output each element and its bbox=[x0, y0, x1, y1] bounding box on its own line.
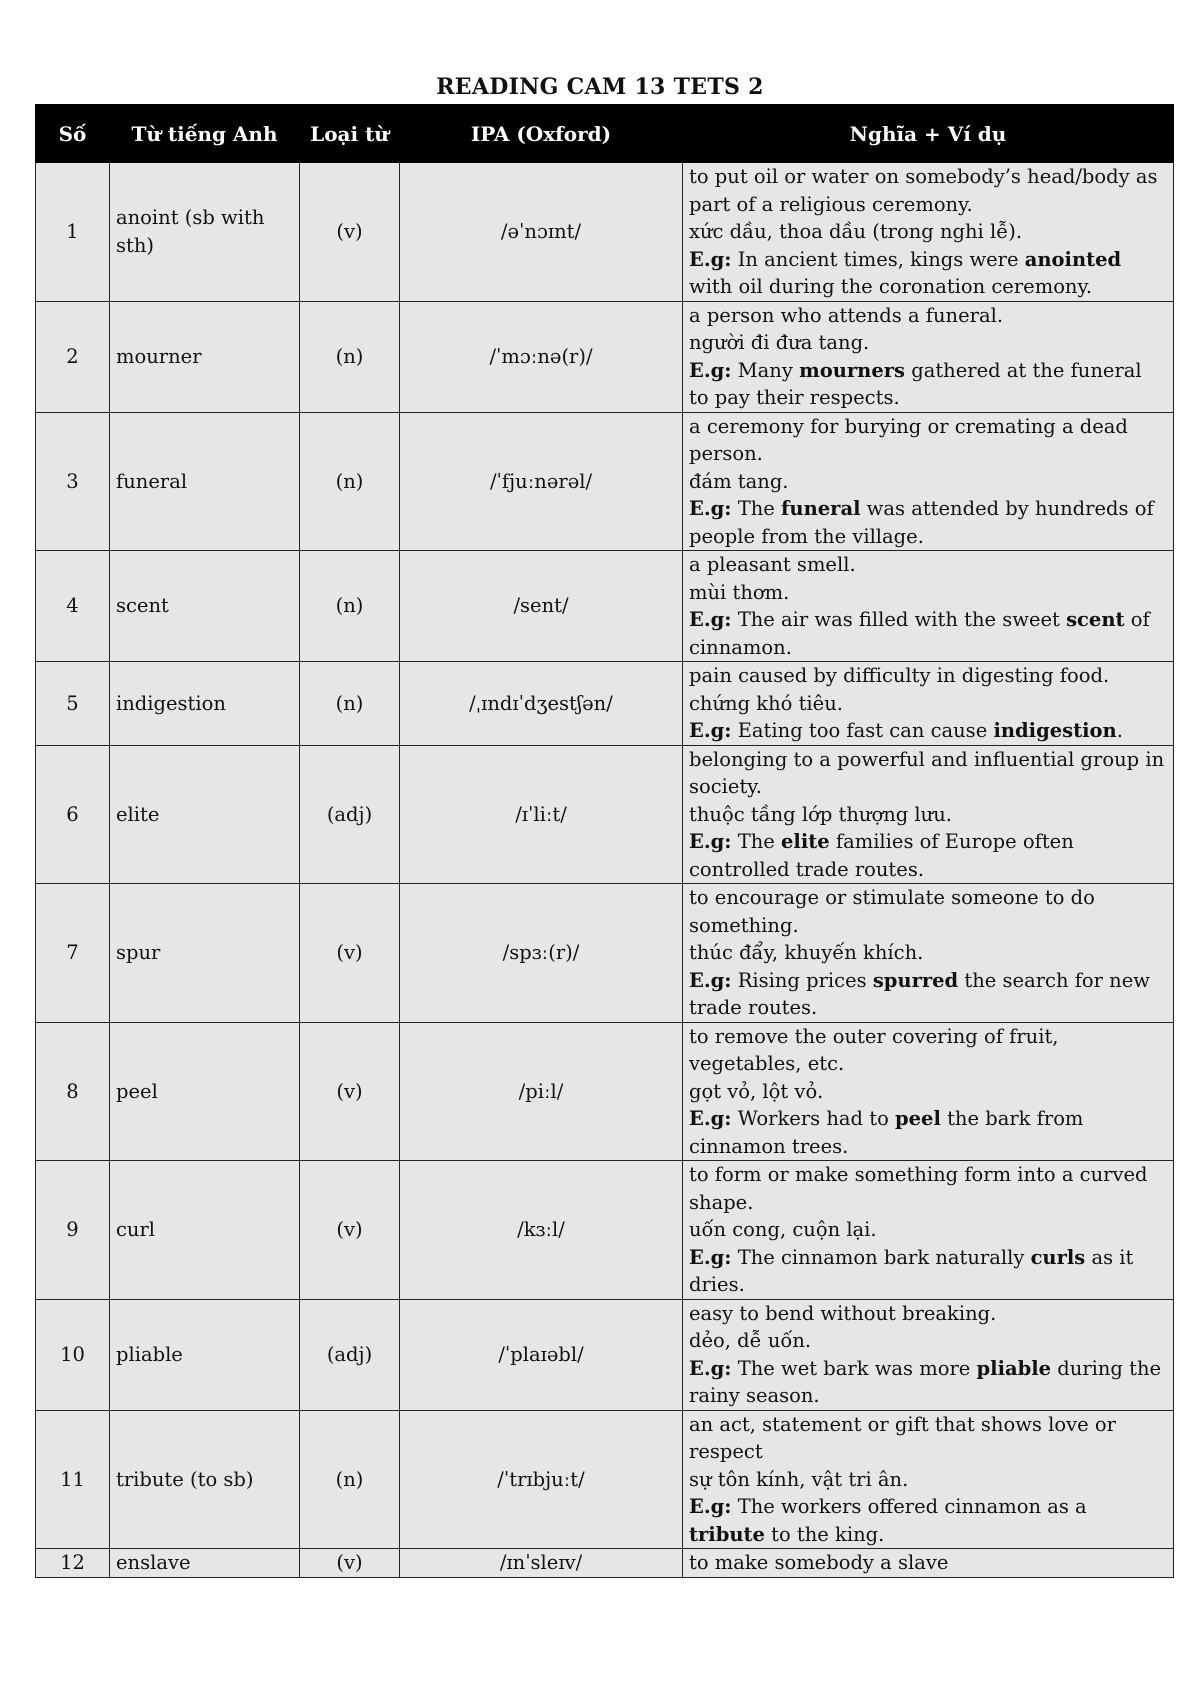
example-text-after: gathered at the funeral to pay their respects. bbox=[689, 358, 1142, 409]
meaning-cell bbox=[683, 163, 1174, 302]
meaning-cell bbox=[683, 1549, 1174, 1578]
english-word: scent bbox=[110, 551, 300, 662]
english-definition: to put oil or water on somebody’s head/body as part of a religious ceremony. bbox=[689, 165, 1158, 216]
example-keyword: scent bbox=[1066, 608, 1125, 631]
header-part-of-speech: Loại từ bbox=[300, 105, 400, 163]
row-number: 5 bbox=[36, 662, 110, 746]
example-text-before: The wet bark was more bbox=[731, 1356, 977, 1380]
english-definition: to form or make something form into a curved shape. bbox=[689, 1163, 1148, 1214]
header-english-word: Từ tiếng Anh bbox=[110, 105, 300, 163]
table-row bbox=[36, 1022, 1174, 1161]
table-row bbox=[36, 745, 1174, 884]
table-row bbox=[36, 1549, 1174, 1578]
english-word: peel bbox=[110, 1022, 300, 1161]
english-definition: a person who attends a funeral. bbox=[689, 303, 1004, 327]
row-number: 6 bbox=[36, 745, 110, 884]
table-row bbox=[36, 884, 1174, 1023]
vietnamese-meaning: uốn cong, cuộn lại. bbox=[689, 1218, 877, 1241]
row-number: 8 bbox=[36, 1022, 110, 1161]
meaning-cell bbox=[683, 884, 1174, 1023]
example-text-after: . bbox=[1116, 719, 1123, 742]
vietnamese-meaning: đám tang. bbox=[689, 469, 789, 493]
example-sentence bbox=[689, 828, 1167, 883]
meaning-cell bbox=[683, 1299, 1174, 1410]
table-row bbox=[36, 1161, 1174, 1300]
vietnamese-meaning: mùi thơm. bbox=[689, 580, 790, 604]
meaning-cell bbox=[683, 1161, 1174, 1300]
row-number: 7 bbox=[36, 884, 110, 1023]
meaning-cell bbox=[683, 412, 1174, 551]
example-text-after: was attended by hundreds of people from the village. bbox=[689, 497, 1154, 548]
ipa-transcription: /ˌɪndɪˈdʒestʃən/ bbox=[400, 662, 683, 746]
example-text-before: In ancient times, kings were bbox=[731, 247, 1025, 271]
part-of-speech: (v) bbox=[300, 1022, 400, 1161]
example-keyword: pliable bbox=[976, 1356, 1052, 1380]
example-text-before: Eating too fast can cause bbox=[731, 719, 994, 742]
english-word: pliable bbox=[110, 1299, 300, 1410]
example-text-after: the search for new trade routes. bbox=[689, 968, 1150, 1019]
table-header-row bbox=[36, 105, 1174, 163]
table-row bbox=[36, 163, 1174, 302]
example-keyword: funeral bbox=[781, 497, 861, 520]
vietnamese-meaning: chứng khó tiêu. bbox=[689, 691, 843, 715]
english-word: elite bbox=[110, 745, 300, 884]
example-sentence bbox=[689, 246, 1167, 301]
example-text-before: The air was filled with the sweet bbox=[731, 608, 1067, 631]
example-sentence bbox=[689, 967, 1167, 1022]
row-number: 1 bbox=[36, 163, 110, 302]
example-text-after: of cinnamon. bbox=[689, 608, 1150, 659]
table-row bbox=[36, 301, 1174, 412]
english-definition: a pleasant smell. bbox=[689, 553, 856, 576]
table-row bbox=[36, 551, 1174, 662]
example-text-before: Workers had to bbox=[731, 1107, 896, 1130]
header-ipa: IPA (Oxford) bbox=[400, 105, 683, 163]
vocabulary-table bbox=[35, 104, 1174, 1578]
example-label: E.g: bbox=[689, 608, 732, 631]
ipa-transcription: /kɜːl/ bbox=[400, 1161, 683, 1300]
english-definition: an act, statement or gift that shows love or respect bbox=[689, 1412, 1116, 1463]
example-sentence bbox=[689, 717, 1167, 745]
example-label: E.g: bbox=[689, 358, 732, 382]
ipa-transcription: /əˈnɔɪnt/ bbox=[400, 163, 683, 302]
english-definition: to make somebody a slave bbox=[689, 1551, 949, 1574]
example-sentence bbox=[689, 1244, 1167, 1299]
english-definition: easy to bend without breaking. bbox=[689, 1301, 997, 1325]
ipa-transcription: /ˈtrɪbjuːt/ bbox=[400, 1410, 683, 1549]
example-sentence bbox=[689, 1355, 1167, 1410]
part-of-speech: (n) bbox=[300, 551, 400, 662]
row-number: 12 bbox=[36, 1549, 110, 1578]
example-text-after: to the king. bbox=[764, 1522, 885, 1546]
vietnamese-meaning: sự tôn kính, vật tri ân. bbox=[689, 1467, 909, 1491]
example-text-before: Rising prices bbox=[731, 968, 873, 992]
example-text-before: The bbox=[731, 497, 782, 520]
example-text-after: the bark from cinnamon trees. bbox=[689, 1107, 1084, 1158]
example-label: E.g: bbox=[689, 719, 732, 742]
example-text-before: Many bbox=[731, 358, 800, 382]
row-number: 11 bbox=[36, 1410, 110, 1549]
part-of-speech: (n) bbox=[300, 662, 400, 746]
example-sentence bbox=[689, 357, 1167, 412]
row-number: 10 bbox=[36, 1299, 110, 1410]
example-label: E.g: bbox=[689, 1356, 732, 1380]
ipa-transcription: /ˈplaɪəbl/ bbox=[400, 1299, 683, 1410]
table-row bbox=[36, 1299, 1174, 1410]
vietnamese-meaning: thúc đẩy, khuyến khích. bbox=[689, 941, 924, 964]
english-word: enslave bbox=[110, 1549, 300, 1578]
english-definition: a ceremony for burying or cremating a dead person. bbox=[689, 414, 1128, 465]
table-body bbox=[36, 163, 1174, 1578]
ipa-transcription: /spɜː(r)/ bbox=[400, 884, 683, 1023]
english-definition: pain caused by difficulty in digesting food. bbox=[689, 664, 1110, 687]
ipa-transcription: /sent/ bbox=[400, 551, 683, 662]
example-text-before: The bbox=[731, 830, 782, 853]
example-text-before: The workers offered cinnamon as a bbox=[731, 1495, 1087, 1518]
example-label: E.g: bbox=[689, 830, 732, 853]
row-number: 3 bbox=[36, 412, 110, 551]
example-label: E.g: bbox=[689, 247, 732, 271]
part-of-speech: (v) bbox=[300, 884, 400, 1023]
example-keyword: indigestion bbox=[993, 719, 1117, 742]
example-sentence bbox=[689, 495, 1167, 550]
table-row bbox=[36, 1410, 1174, 1549]
english-word: curl bbox=[110, 1161, 300, 1300]
example-label: E.g: bbox=[689, 497, 732, 520]
meaning-cell bbox=[683, 301, 1174, 412]
example-text-after: families of Europe often controlled trade routes. bbox=[689, 830, 1074, 881]
part-of-speech: (adj) bbox=[300, 745, 400, 884]
example-keyword: peel bbox=[895, 1107, 941, 1130]
ipa-transcription: /ɪnˈsleɪv/ bbox=[400, 1549, 683, 1578]
example-keyword: mourners bbox=[799, 358, 906, 382]
header-meaning-example: Nghĩa + Ví dụ bbox=[683, 105, 1174, 163]
example-keyword: spurred bbox=[872, 968, 959, 992]
part-of-speech: (n) bbox=[300, 301, 400, 412]
part-of-speech: (v) bbox=[300, 1161, 400, 1300]
example-text-after: with oil during the coronation ceremony. bbox=[689, 275, 1093, 298]
example-keyword: tribute bbox=[689, 1522, 765, 1546]
meaning-cell bbox=[683, 1022, 1174, 1161]
part-of-speech: (adj) bbox=[300, 1299, 400, 1410]
part-of-speech: (n) bbox=[300, 412, 400, 551]
english-word: tribute (to sb) bbox=[110, 1410, 300, 1549]
english-word: funeral bbox=[110, 412, 300, 551]
english-word: anoint (sb with sth) bbox=[110, 163, 300, 302]
table-row bbox=[36, 412, 1174, 551]
example-sentence bbox=[689, 606, 1167, 661]
english-word: spur bbox=[110, 884, 300, 1023]
meaning-cell bbox=[683, 745, 1174, 884]
row-number: 9 bbox=[36, 1161, 110, 1300]
example-text-after: as it dries. bbox=[689, 1245, 1134, 1296]
example-keyword: elite bbox=[781, 830, 830, 853]
vietnamese-meaning: người đi đưa tang. bbox=[689, 331, 870, 354]
example-text-after: during the rainy season. bbox=[689, 1356, 1162, 1407]
example-sentence bbox=[689, 1105, 1167, 1160]
meaning-cell bbox=[683, 551, 1174, 662]
example-label: E.g: bbox=[689, 1495, 732, 1518]
example-keyword: anointed bbox=[1024, 247, 1122, 271]
table-row bbox=[36, 662, 1174, 746]
ipa-transcription: /ˈfjuːnərəl/ bbox=[400, 412, 683, 551]
english-definition: to encourage or stimulate someone to do something. bbox=[689, 886, 1095, 937]
vietnamese-meaning: dẻo, dễ uốn. bbox=[689, 1329, 812, 1352]
vietnamese-meaning: xức dầu, thoa dầu (trong nghi lễ). bbox=[689, 220, 1023, 243]
part-of-speech: (n) bbox=[300, 1410, 400, 1549]
english-word: mourner bbox=[110, 301, 300, 412]
row-number: 2 bbox=[36, 301, 110, 412]
example-keyword: curls bbox=[1030, 1245, 1086, 1269]
header-number: Số bbox=[36, 105, 110, 163]
example-label: E.g: bbox=[689, 968, 732, 992]
vietnamese-meaning: thuộc tầng lớp thượng lưu. bbox=[689, 802, 952, 826]
example-sentence bbox=[689, 1493, 1167, 1548]
english-definition: to remove the outer covering of fruit, vegetables, etc. bbox=[689, 1024, 1059, 1075]
english-definition: belonging to a powerful and influential group in society. bbox=[689, 747, 1165, 798]
meaning-cell bbox=[683, 662, 1174, 746]
example-label: E.g: bbox=[689, 1107, 732, 1130]
ipa-transcription: /piːl/ bbox=[400, 1022, 683, 1161]
part-of-speech: (v) bbox=[300, 163, 400, 302]
row-number: 4 bbox=[36, 551, 110, 662]
example-text-before: The cinnamon bark naturally bbox=[731, 1245, 1031, 1269]
vietnamese-meaning: gọt vỏ, lột vỏ. bbox=[689, 1079, 824, 1103]
part-of-speech: (v) bbox=[300, 1549, 400, 1578]
ipa-transcription: /ˈmɔːnə(r)/ bbox=[400, 301, 683, 412]
meaning-cell bbox=[683, 1410, 1174, 1549]
ipa-transcription: /ɪˈliːt/ bbox=[400, 745, 683, 884]
example-label: E.g: bbox=[689, 1245, 732, 1269]
english-word: indigestion bbox=[110, 662, 300, 746]
document-title: READING CAM 13 TETS 2 bbox=[436, 74, 764, 100]
